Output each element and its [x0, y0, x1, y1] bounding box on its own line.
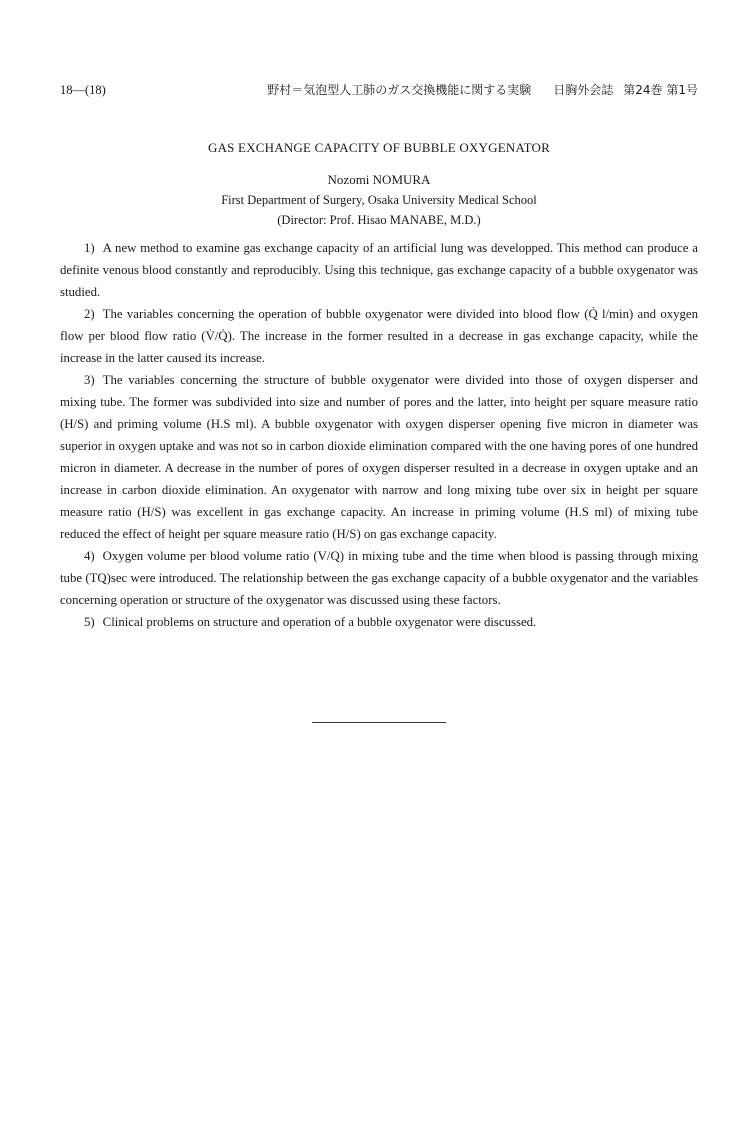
article-title: GAS EXCHANGE CAPACITY OF BUBBLE OXYGENATOR [208, 140, 550, 155]
paragraph-number: 4) [84, 549, 95, 563]
paragraph-text: Clinical problems on structure and operation of a bubble oxygenator were discussed. [102, 615, 537, 629]
volume-issue: 第24巻 第1号 [623, 83, 698, 97]
journal-name: 日胸外会誌 [553, 83, 614, 97]
abstract-paragraph [60, 237, 698, 303]
abstract-paragraph [60, 303, 698, 369]
paragraph-number: 3) [84, 373, 95, 387]
title-block [60, 140, 698, 228]
abstract-paragraph [60, 545, 698, 611]
paragraph-number: 2) [84, 307, 95, 321]
author-name: Nozomi NOMURA [327, 172, 431, 187]
running-head-right [267, 82, 698, 98]
director-line: (Director: Prof. Hisao MANABE, M.D.) [277, 213, 481, 227]
japanese-running-title: 野村＝気泡型人工肺のガス交換機能に関する実験 [267, 83, 532, 97]
paragraph-text: Oxygen volume per blood volume ratio (V/Q) in mixing tube and the time when blood is passing through mixing tube (TQ)sec were introduced. The relationship between the gas exchange capacity of a bubble oxygenator and the variables concerning operation or structure of the oxygenator was discussed using these factors. [60, 549, 698, 607]
abstract [60, 237, 698, 633]
abstract-paragraph [60, 611, 698, 633]
paragraph-text: The variables concerning the structure of bubble oxygenator were divided into those of oxygen disperser and mixing tube. The former was subdivided into size and number of pores and the latter, into height per square measure ratio (H/S) and priming volume (H.S ml). A bubble oxygenator with oxygen disperser opening five micron in diameter was superior in oxygen uptake and was not so in carbon dioxide elimination compared with the one having pores of one hundred micron in diameter. A decrease in the number of pores of oxygen disperser resulted in a decrease in oxygen uptake and an increase in carbon dioxide elimination. An oxygenator with narrow and long mixing tube over six in height per square measure ratio (H/S) was excellent in gas exchange capacity. An increase in priming volume (H.S ml) of mixing tube reduced the effect of height per square measure ratio (H/S) on gas exchange capacity. [60, 373, 698, 541]
affiliation: First Department of Surgery, Osaka University Medical School [221, 193, 537, 207]
paragraph-number: 5) [84, 615, 95, 629]
abstract-paragraph [60, 369, 698, 545]
paragraph-text: The variables concerning the operation of bubble oxygenator were divided into blood flow (Q̇ l/min) and oxygen flow per blood flow ratio (V̇/Q̇). The increase in the former resulted in a decrease in gas exchange capacity, while the increase in the latter caused its increase. [60, 307, 698, 365]
end-rule [312, 722, 446, 723]
paragraph-number: 1) [84, 241, 95, 255]
paragraph-text: A new method to examine gas exchange capacity of an artificial lung was developped. This method can produce a definite venous blood constantly and reproducibly. Using this technique, gas exchange capacity of a bubble oxygenator was studied. [60, 241, 698, 299]
page-number: 18—(18) [60, 83, 106, 97]
